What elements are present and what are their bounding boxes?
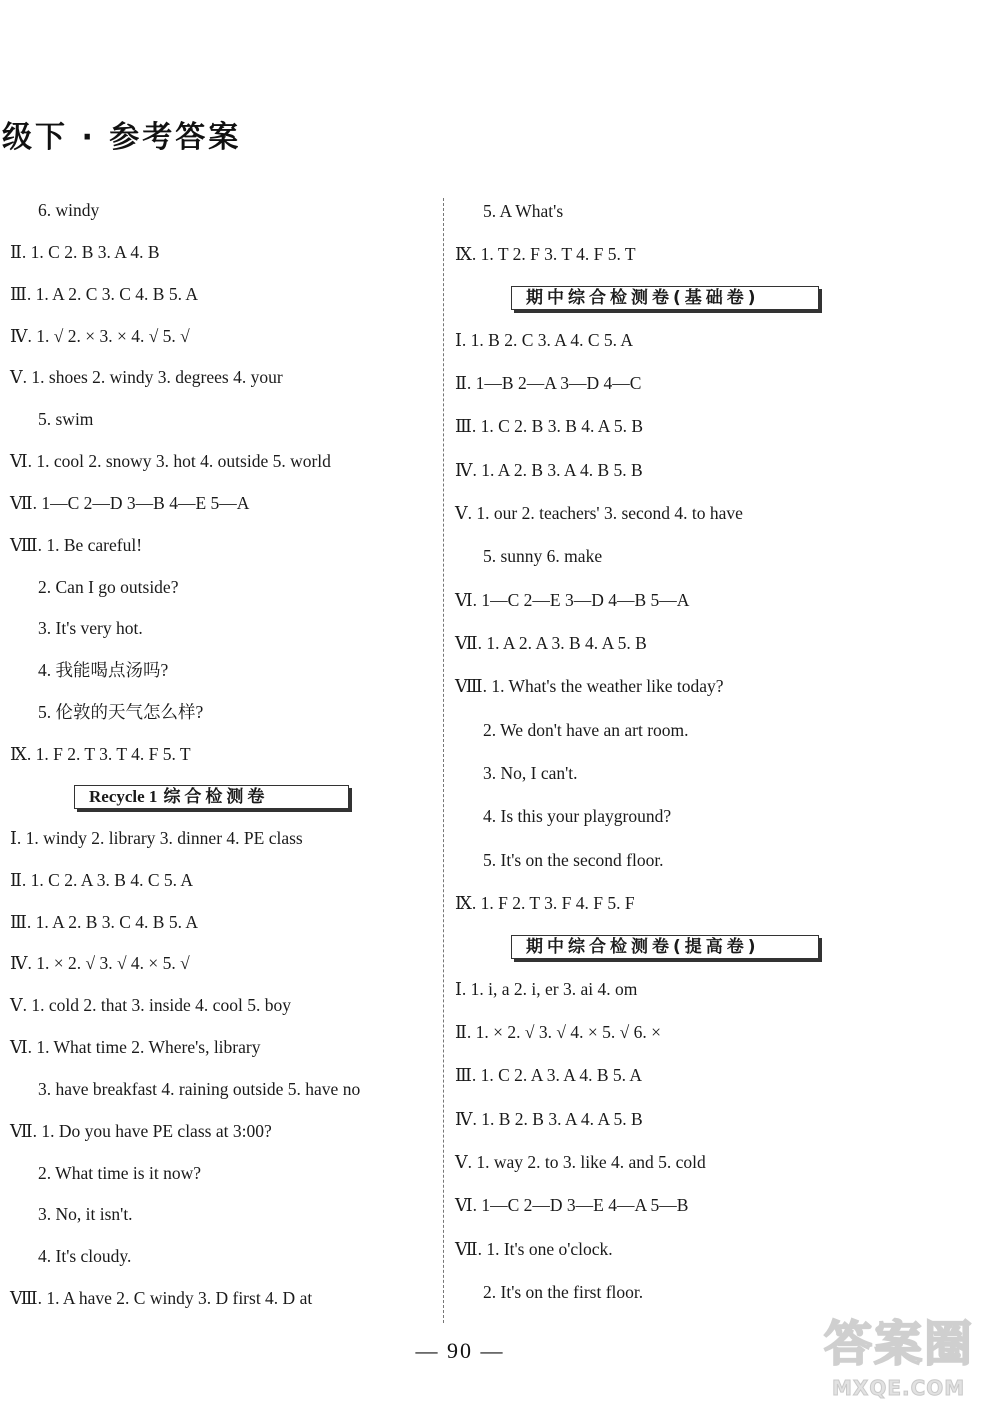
answer-line: 2. Can I go outside? (38, 576, 179, 597)
answer-line: Ⅰ. 1. windy 2. library 3. dinner 4. PE class (10, 827, 303, 848)
answer-line: 3. No, it isn't. (38, 1204, 133, 1225)
answer-line: Ⅸ. 1. T 2. F 3. T 4. F 5. T (455, 244, 636, 265)
column-divider (443, 198, 444, 1323)
section-heading-box (511, 935, 819, 959)
answer-line: Ⅷ. 1. Be careful! (10, 534, 143, 555)
page-title: 级下 · 参考答案 (2, 120, 242, 155)
watermark-logo-text: 答案圈 (824, 1316, 975, 1370)
answer-line: Ⅱ. 1. C 2. B 3. A 4. B (10, 241, 160, 262)
answer-line: Ⅱ. 1. × 2. √ 3. √ 4. × 5. √ 6. × (455, 1021, 661, 1042)
answer-line: 3. No, I can't. (483, 763, 578, 784)
answer-line: Ⅷ. 1. What's the weather like today? (455, 676, 724, 697)
answer-line: Ⅴ. 1. our 2. teachers' 3. second 4. to have (455, 503, 743, 524)
answer-line: Ⅳ. 1. × 2. √ 3. √ 4. × 5. √ (10, 953, 190, 974)
answer-line: Ⅶ. 1—C 2—D 3—B 4—E 5—A (10, 492, 250, 513)
section-heading-cn: 期中综合检测卷(基础卷) (526, 287, 760, 308)
section-heading-cn: 综合检测卷 (163, 786, 269, 807)
section-heading-box (511, 286, 819, 310)
page-number: — 90 — (415, 1338, 505, 1363)
answer-line: Ⅲ. 1. C 2. B 3. B 4. A 5. B (455, 416, 644, 437)
section-heading (455, 277, 995, 319)
section-heading-cn: 期中综合检测卷(提高卷) (526, 936, 760, 957)
section-heading-en: Recycle 1 (89, 786, 158, 806)
answer-line: 2. We don't have an art room. (483, 719, 689, 740)
answer-line: 3. have breakfast 4. raining outside 5. have no (38, 1078, 361, 1099)
section-heading-box (74, 785, 349, 809)
answer-line: Ⅳ. 1. √ 2. × 3. × 4. √ 5. √ (10, 325, 190, 346)
answer-line: Ⅳ. 1. A 2. B 3. A 4. B 5. B (455, 459, 643, 480)
answer-line: Ⅵ. 1—C 2—D 3—E 4—A 5—B (455, 1195, 689, 1216)
answer-line: Ⅸ. 1. F 2. T 3. F 4. F 5. F (455, 893, 635, 914)
answer-line: 4. It's cloudy. (38, 1246, 132, 1267)
watermark (820, 1310, 995, 1410)
answer-line: Ⅰ. 1. B 2. C 3. A 4. C 5. A (455, 329, 634, 350)
answer-line: Ⅵ. 1—C 2—E 3—D 4—B 5—A (455, 589, 690, 610)
answer-line: 5. A What's (483, 201, 564, 221)
answer-line: Ⅴ. 1. cold 2. that 3. inside 4. cool 5. boy (10, 995, 291, 1016)
section-heading (455, 926, 995, 968)
answer-line: 5. 伦敦的天气怎么样? (38, 702, 204, 723)
answer-line: Ⅲ. 1. C 2. A 3. A 4. B 5. A (455, 1065, 643, 1086)
right-answer-column (455, 190, 995, 1314)
answer-line: 2. It's on the first floor. (483, 1281, 644, 1302)
answer-line: Ⅶ. 1. Do you have PE class at 3:00? (10, 1120, 272, 1141)
answer-line: 5. sunny 6. make (483, 546, 603, 567)
answer-line: 4. 我能喝点汤吗? (38, 660, 169, 681)
section-heading (10, 776, 435, 818)
answer-line: Ⅲ. 1. A 2. B 3. C 4. B 5. A (10, 911, 199, 932)
answer-line: Ⅷ. 1. A have 2. C windy 3. D first 4. D at (10, 1288, 313, 1309)
answer-line: 5. swim (38, 409, 94, 430)
answer-line: 5. It's on the second floor. (483, 849, 664, 870)
answer-line: Ⅴ. 1. shoes 2. windy 3. degrees 4. your (10, 367, 283, 388)
answer-line: Ⅱ. 1—B 2—A 3—D 4—C (455, 373, 642, 394)
answer-line: 2. What time is it now? (38, 1162, 201, 1183)
answer-line: Ⅲ. 1. A 2. C 3. C 4. B 5. A (10, 283, 199, 304)
answer-line: Ⅶ. 1. A 2. A 3. B 4. A 5. B (455, 633, 647, 654)
answer-line: Ⅳ. 1. B 2. B 3. A 4. A 5. B (455, 1108, 643, 1129)
answer-line: Ⅴ. 1. way 2. to 3. like 4. and 5. cold (455, 1151, 706, 1172)
left-answer-column (10, 190, 435, 1320)
answer-line: Ⅵ. 1. What time 2. Where's, library (10, 1037, 261, 1058)
answer-line: Ⅸ. 1. F 2. T 3. T 4. F 5. T (10, 743, 191, 764)
answer-line: Ⅰ. 1. i, a 2. i, er 3. ai 4. om (455, 978, 638, 999)
answer-line: Ⅵ. 1. cool 2. snowy 3. hot 4. outside 5. world (10, 451, 331, 472)
answer-line: 4. Is this your playground? (483, 806, 672, 827)
watermark-logo (820, 1310, 990, 1370)
answer-line: 6. windy (38, 200, 100, 220)
answer-line: Ⅶ. 1. It's one o'clock. (455, 1238, 613, 1259)
answer-line: 3. It's very hot. (38, 618, 143, 639)
watermark-url: MXQE.COM (832, 1376, 966, 1400)
answer-line: Ⅱ. 1. C 2. A 3. B 4. C 5. A (10, 869, 194, 890)
